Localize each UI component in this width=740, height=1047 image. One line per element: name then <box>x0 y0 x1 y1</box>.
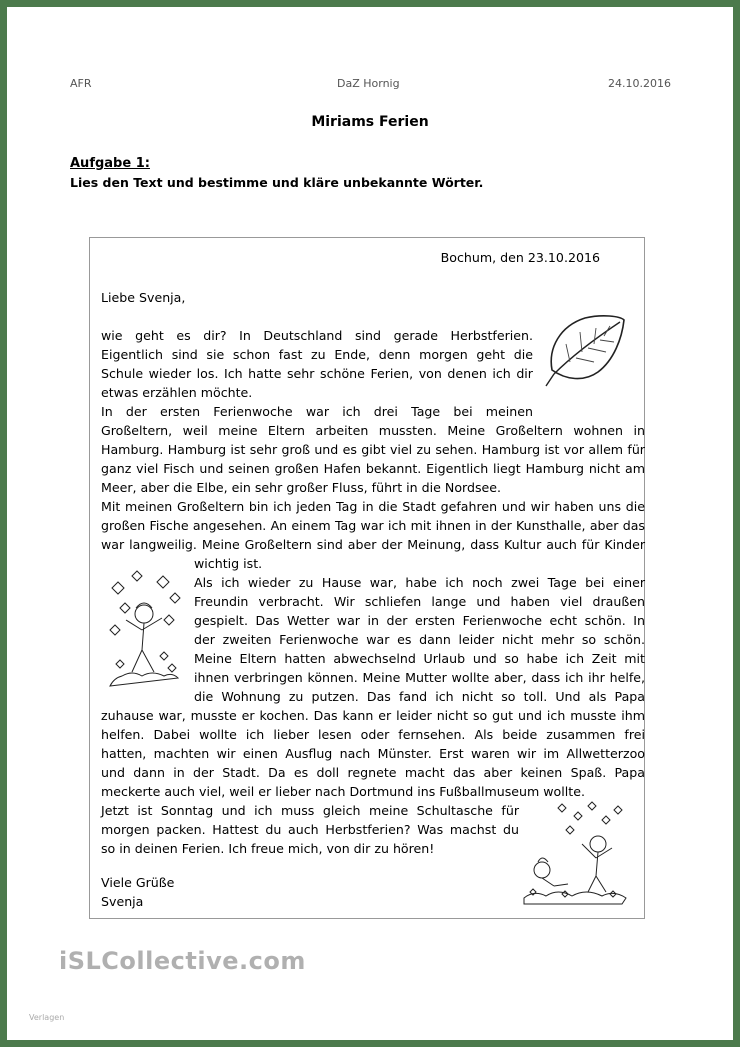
letter-paragraph-1 <box>101 326 533 402</box>
letter-line: wie geht es dir? In Deutschland sind gerade Herbstferien. <box>101 328 533 343</box>
letter-line: der zweiten Ferienwoche war es dann leider nicht mehr so schön. <box>194 632 645 647</box>
letter-line: Meer, aber die Elbe, ein sehr großer Fluss, führt in die Nordsee. <box>101 480 502 495</box>
letter-signature: Svenja <box>101 894 144 909</box>
letter-line: Großeltern, weil meine Eltern arbeiten mussten. Meine Großeltern wohnen in <box>101 423 645 438</box>
letter-line: morgen packen. Hattest du auch Herbstferien? Was machst du <box>101 822 519 837</box>
letter-line: so in deinen Ferien. Ich freue mich, von dir zu hören! <box>101 841 435 856</box>
letter-paragraph-5 <box>101 706 645 801</box>
letter-line: meckerte auch viel, weil er lieber nach Dortmund ins Fußballmuseum wollte. <box>101 784 585 799</box>
letter-line: Schule wieder los. Ich hatte sehr schöne Ferien, von denen ich dir <box>101 366 533 381</box>
child-autumn-illustration-icon <box>102 568 187 693</box>
letter-line: zuhause war, musste er kochen. Das kann er leider nicht so gut und ich musste ihm <box>101 708 645 723</box>
letter-line: Als ich wieder zu Hause war, habe ich noch zwei Tage bei einer <box>194 575 645 590</box>
letter-line: ihnen verbringen können. Meine Mutter wollte aber, dass ich ihr helfe, <box>194 670 645 685</box>
children-playing-illustration-icon <box>518 800 630 908</box>
letter-line: helfen. Dabei wollte ich lieber lesen oder fernsehen. Als beide zusammen frei <box>101 727 645 742</box>
letter-line: gespielt. Das Wetter war in der ersten Ferienwoche echt schön. In <box>194 613 645 628</box>
task-label: Aufgabe 1: <box>70 156 150 171</box>
letter-paragraph-4 <box>194 554 645 706</box>
letter-line: Jetzt ist Sonntag und ich muss gleich meine Schultasche für <box>101 803 519 818</box>
letter-line: ganz viel Fisch und seinen großen Hafen bekannt. Eigentlich liegt Hamburg nicht am <box>101 461 645 476</box>
letter-line: etwas erzählen möchte. <box>101 385 253 400</box>
letter-paragraph-6 <box>101 801 519 858</box>
letter-greeting: Liebe Svenja, <box>101 290 186 305</box>
letter-line: hatten, machten wir einen Ausflug nach Münster. Erst waren wir im Allwetterzoo <box>101 746 645 761</box>
letter-line: die Wohnung zu putzen. Das fand ich nicht so toll. Und als Papa <box>194 689 645 704</box>
header-center: DaZ Hornig <box>337 77 400 90</box>
worksheet-page <box>7 7 733 1040</box>
letter-line: Freundin verbracht. Wir schliefen lange und haben viel draußen <box>194 594 645 609</box>
letter-paragraph-2 <box>101 402 533 421</box>
leaf-illustration-icon <box>540 308 630 398</box>
header-date: 24.10.2016 <box>608 77 671 90</box>
letter-line: wichtig ist. <box>194 556 263 571</box>
letter-line: Mit meinen Großeltern bin ich jeden Tag in die Stadt gefahren und wir haben uns die <box>101 499 645 514</box>
page-title: Miriams Ferien <box>311 114 429 130</box>
footer-text: Verlagen <box>29 1013 65 1022</box>
letter-line: Hamburg. Hamburg ist sehr groß und es gibt viel zu sehen. Hamburg ist vor allem für <box>101 442 645 457</box>
letter-date: Bochum, den 23.10.2016 <box>440 250 600 265</box>
letter-line: In der ersten Ferienwoche war ich drei Tage bei meinen <box>101 404 533 419</box>
letter-line: großen Fische angesehen. An einem Tag war ich mit ihnen in der Kunsthalle, aber das <box>101 518 645 533</box>
letter-closing: Viele Grüße <box>101 875 175 890</box>
letter-line: Eigentlich sind sie schon fast zu Ende, denn morgen geht die <box>101 347 533 362</box>
header-left: AFR <box>70 77 92 90</box>
task-instruction: Lies den Text und bestimme und kläre unbekannte Wörter. <box>70 175 484 190</box>
watermark-logo: iSLCollective.com <box>59 947 306 975</box>
letter-line: war langweilig. Meine Großeltern sind aber der Meinung, dass Kultur auch für Kinder <box>101 537 645 552</box>
letter-line: und dann in der Stadt. Da es doll regnete macht das aber keinen Spaß. Papa <box>101 765 645 780</box>
letter-box <box>89 237 645 919</box>
letter-paragraph-3 <box>101 421 645 554</box>
letter-line: Meine Eltern hatten abwechselnd Urlaub und so habe ich Zeit mit <box>194 651 645 666</box>
